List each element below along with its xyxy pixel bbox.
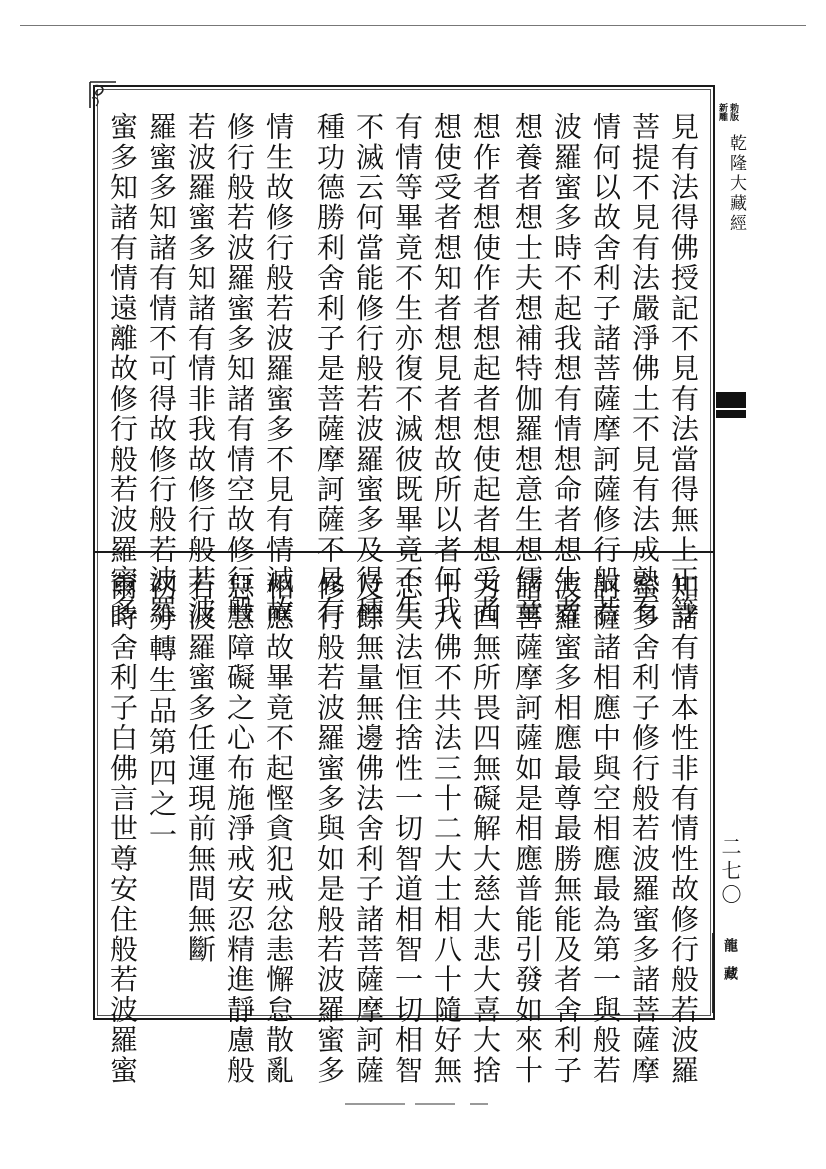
- lower-column-12: 惡慧障礙之心布施淨戒安忍精進靜慮般: [223, 572, 256, 1086]
- lower-column-8: 忘失法恒住捨性一切智道相智一切相智: [391, 572, 424, 1086]
- upper-column-5: 想養者想士夫想補特伽羅想意生想儒童: [511, 112, 544, 626]
- seal-mark: 龍藏: [722, 938, 738, 994]
- lower-column-10: 修行般若波羅蜜多與如是般若波羅蜜多: [313, 572, 346, 1086]
- upper-column-1: 見有法得佛授記不見有法當得無上正等: [667, 112, 700, 626]
- upper-column-13: 若波羅蜜多知諸有情非我故修行般若波: [184, 112, 217, 626]
- imprint-small-2: 新雕: [717, 103, 727, 121]
- upper-column-4: 波羅蜜多時不起我想有情想命者想生者: [550, 112, 583, 626]
- lower-column-1: 知諸有情本性非有情性故修行般若波羅: [667, 572, 700, 1086]
- thumb-tab-mark: [716, 392, 746, 418]
- lower-column-4: 波羅蜜多相應最尊最勝無能及者舍利子: [550, 572, 583, 1086]
- sutra-collection-title: 乾隆大藏經: [726, 134, 746, 234]
- scan-noise: [345, 1103, 405, 1105]
- upper-column-11: 情生故修行般若波羅蜜多不見有情滅故: [262, 112, 295, 626]
- page-number: 二七〇: [718, 836, 742, 908]
- top-scan-rule: [20, 25, 806, 26]
- lower-column-7: 十八佛不共法三十二大士相八十隨好無: [430, 572, 463, 1086]
- lower-column-15: 爾時舍利子白佛言世尊安住般若波羅蜜: [106, 572, 139, 1086]
- upper-column-12: 修行般若波羅蜜多知諸有情空故修行般: [223, 112, 256, 626]
- upper-column-2: 菩提不見有法嚴淨佛土不見有法成熟有: [628, 112, 661, 626]
- upper-column-14: 羅蜜多知諸有情不可得故修行般若波羅: [145, 112, 178, 626]
- imprint-small-1: 勅版: [728, 103, 738, 121]
- upper-column-15: 蜜多知諸有情遠離故修行般若波羅蜜多: [106, 112, 139, 626]
- lower-column-6: 力四無所畏四無礙解大慈大悲大喜大捨: [469, 572, 502, 1086]
- upper-column-9: 不滅云何當能修行般若波羅蜜多及得種: [352, 112, 385, 626]
- thumb-tab-line: [716, 408, 746, 410]
- lower-column-9: 及餘無量無邊佛法舍利子諸菩薩摩訶薩: [352, 572, 385, 1086]
- upper-column-8: 有情等畢竟不生亦復不滅彼既畢竟不生: [391, 112, 424, 626]
- upper-column-6: 想作者想使作者想起者想使起者想受者: [469, 112, 502, 626]
- lower-column-11: 相應故畢竟不起慳貪犯戒忿恚懈怠散亂: [262, 572, 295, 1086]
- scan-noise: [470, 1103, 488, 1105]
- upper-column-7: 想使受者想知者想見者想故所以者何我: [430, 112, 463, 626]
- scan-noise: [415, 1103, 455, 1105]
- corner-ornament-icon: [88, 80, 118, 110]
- lower-column-13: 若波羅蜜多任運現前無間無斷: [184, 572, 217, 965]
- lower-column-5: 諸菩薩摩訶薩如是相應普能引發如來十: [511, 572, 544, 1086]
- lower-column-3: 訶薩諸相應中與空相應最為第一與般若: [589, 572, 622, 1086]
- lower-column-14-chapter-heading: 初分轉生品第四之一: [145, 572, 178, 851]
- upper-column-10: 種功德勝利舍利子是菩薩摩訶薩不見有: [313, 112, 346, 626]
- lower-column-2: 蜜多舍利子修行般若波羅蜜多諸菩薩摩: [628, 572, 661, 1086]
- upper-column-3: 情何以故舍利子諸菩薩摩訶薩修行般若: [589, 112, 622, 626]
